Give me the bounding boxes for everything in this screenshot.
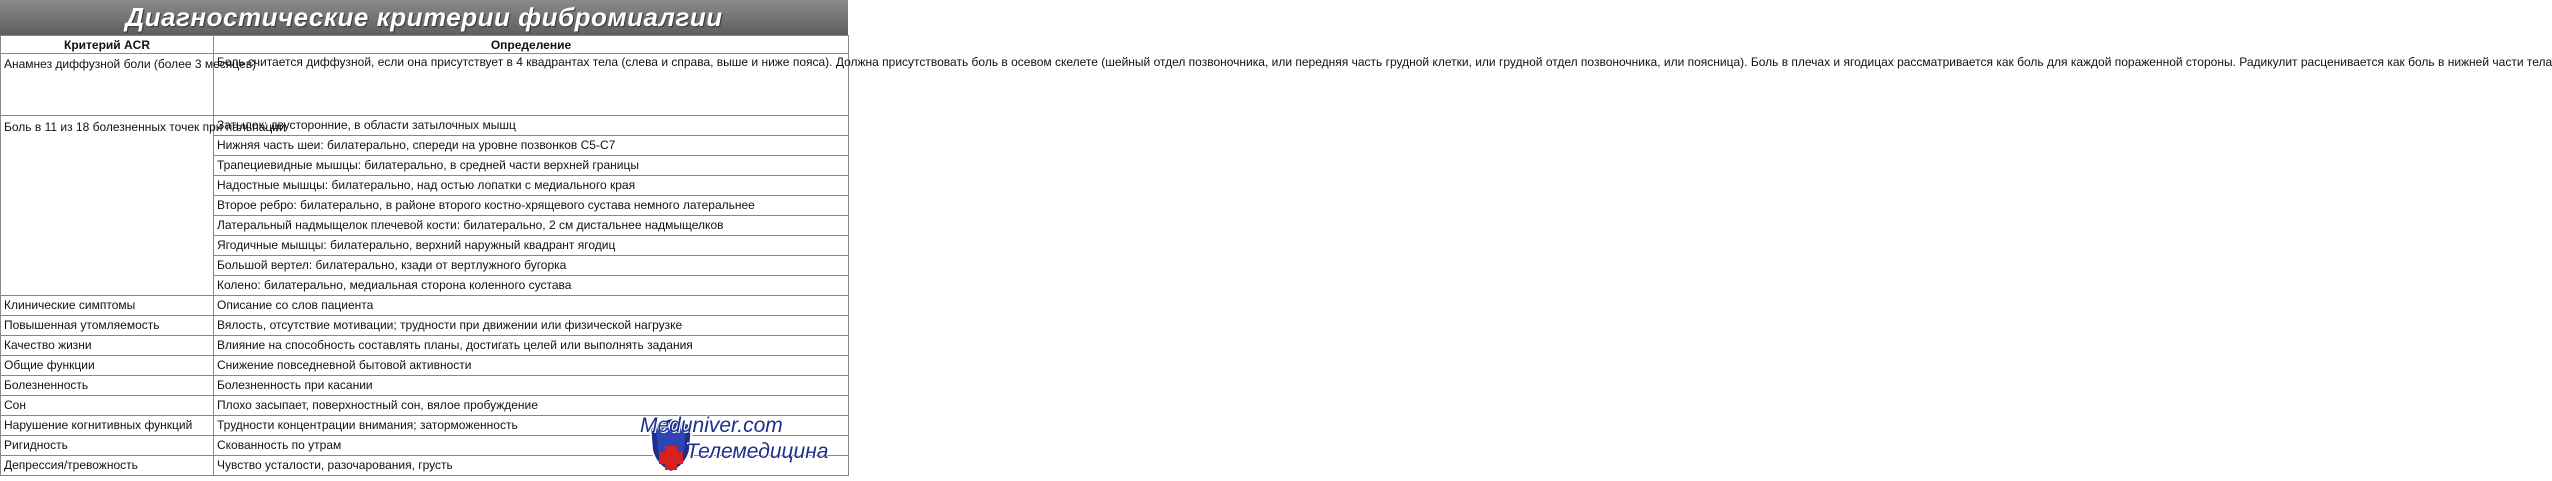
table-row bbox=[1, 296, 849, 316]
definition-cell: Чувство усталости, разочарования, грусть bbox=[214, 456, 849, 476]
definition-cell: Боль считается диффузной, если она присутствует в 4 квадрантах тела (слева и справа, выше и ниже пояса). Должна присутствовать боль в осевом скелете (шейный отдел позвоночника, или передняя часть грудной клетки, или грудной отдел позвоночника, или поясница). Боль в плечах и ягодицах рассматривается как боль для каждой пораженной стороны. Радикулит расценивается как боль в нижней части тела bbox=[214, 54, 849, 116]
definition-cell: Плохо засыпает, поверхностный сон, вялое пробуждение bbox=[214, 396, 849, 416]
criterion-cell: Клинические симптомы bbox=[1, 296, 214, 316]
criterion-cell: Болезненность bbox=[1, 376, 214, 396]
criterion-cell: Боль в 11 из 18 болезненных точек при пальпации bbox=[1, 116, 214, 296]
criterion-cell: Сон bbox=[1, 396, 214, 416]
definition-cell: Надостные мышцы: билатерально, над остью лопатки с медиального края bbox=[214, 176, 849, 196]
header-criterion: Критерий ACR bbox=[1, 36, 214, 54]
title-bar bbox=[0, 0, 848, 35]
definition-cell: Вялость, отсутствие мотивации; трудности при движении или физической нагрузке bbox=[214, 316, 849, 336]
definition-cell: Колено: билатерально, медиальная сторона коленного сустава bbox=[214, 276, 849, 296]
criterion-cell: Нарушение когнитивных функций bbox=[1, 416, 214, 436]
definition-cell: Трапециевидные мышцы: билатерально, в средней части верхней границы bbox=[214, 156, 849, 176]
criterion-cell: Общие функции bbox=[1, 356, 214, 376]
definition-cell: Нижняя часть шеи: билатерально, спереди на уровне позвонков С5-С7 bbox=[214, 136, 849, 156]
criterion-cell: Анамнез диффузной боли (более 3 месяцев) bbox=[1, 54, 214, 116]
table-row bbox=[1, 376, 849, 396]
watermark-tagline: Телемедицина bbox=[686, 440, 829, 463]
definition-cell: Второе ребро: билатерально, в районе второго костно-хрящевого сустава немного латеральнее bbox=[214, 196, 849, 216]
criterion-cell: Качество жизни bbox=[1, 336, 214, 356]
definition-cell: Болезненность при касании bbox=[214, 376, 849, 396]
criterion-cell: Повышенная утомляемость bbox=[1, 316, 214, 336]
criterion-cell: Депрессия/тревожность bbox=[1, 456, 214, 476]
definition-cell: Ягодичные мышцы: билатерально, верхний наружный квадрант ягодиц bbox=[214, 236, 849, 256]
table-row bbox=[1, 316, 849, 336]
header-definition: Определение bbox=[214, 36, 849, 54]
definition-cell: Трудности концентрации внимания; заторможенность bbox=[214, 416, 849, 436]
watermark-logo[interactable] bbox=[640, 412, 845, 478]
definition-cell: Большой вертел: билатерально, кзади от вертлужного бугорка bbox=[214, 256, 849, 276]
criteria-table bbox=[0, 35, 2552, 476]
definition-cell: Описание со слов пациента bbox=[214, 296, 849, 316]
table-row bbox=[1, 336, 849, 356]
page-title: Диагностические критерии фибромиалгии bbox=[125, 2, 723, 32]
table-row bbox=[1, 116, 849, 136]
table-row bbox=[1, 356, 849, 376]
definition-cell: Влияние на способность составлять планы, достигать целей или выполнять задания bbox=[214, 336, 849, 356]
definition-cell: Латеральный надмыщелок плечевой кости: билатерально, 2 см дистальнее надмыщелков bbox=[214, 216, 849, 236]
definition-cell: Затылок: двусторонние, в области затылочных мышц bbox=[214, 116, 849, 136]
table-row bbox=[1, 54, 849, 116]
definition-cell: Снижение повседневной бытовой активности bbox=[214, 356, 849, 376]
table-header-row bbox=[1, 36, 849, 54]
definition-cell: Скованность по утрам bbox=[214, 436, 849, 456]
watermark-site: Meduniver.com bbox=[640, 414, 783, 437]
criterion-cell: Ригидность bbox=[1, 436, 214, 456]
